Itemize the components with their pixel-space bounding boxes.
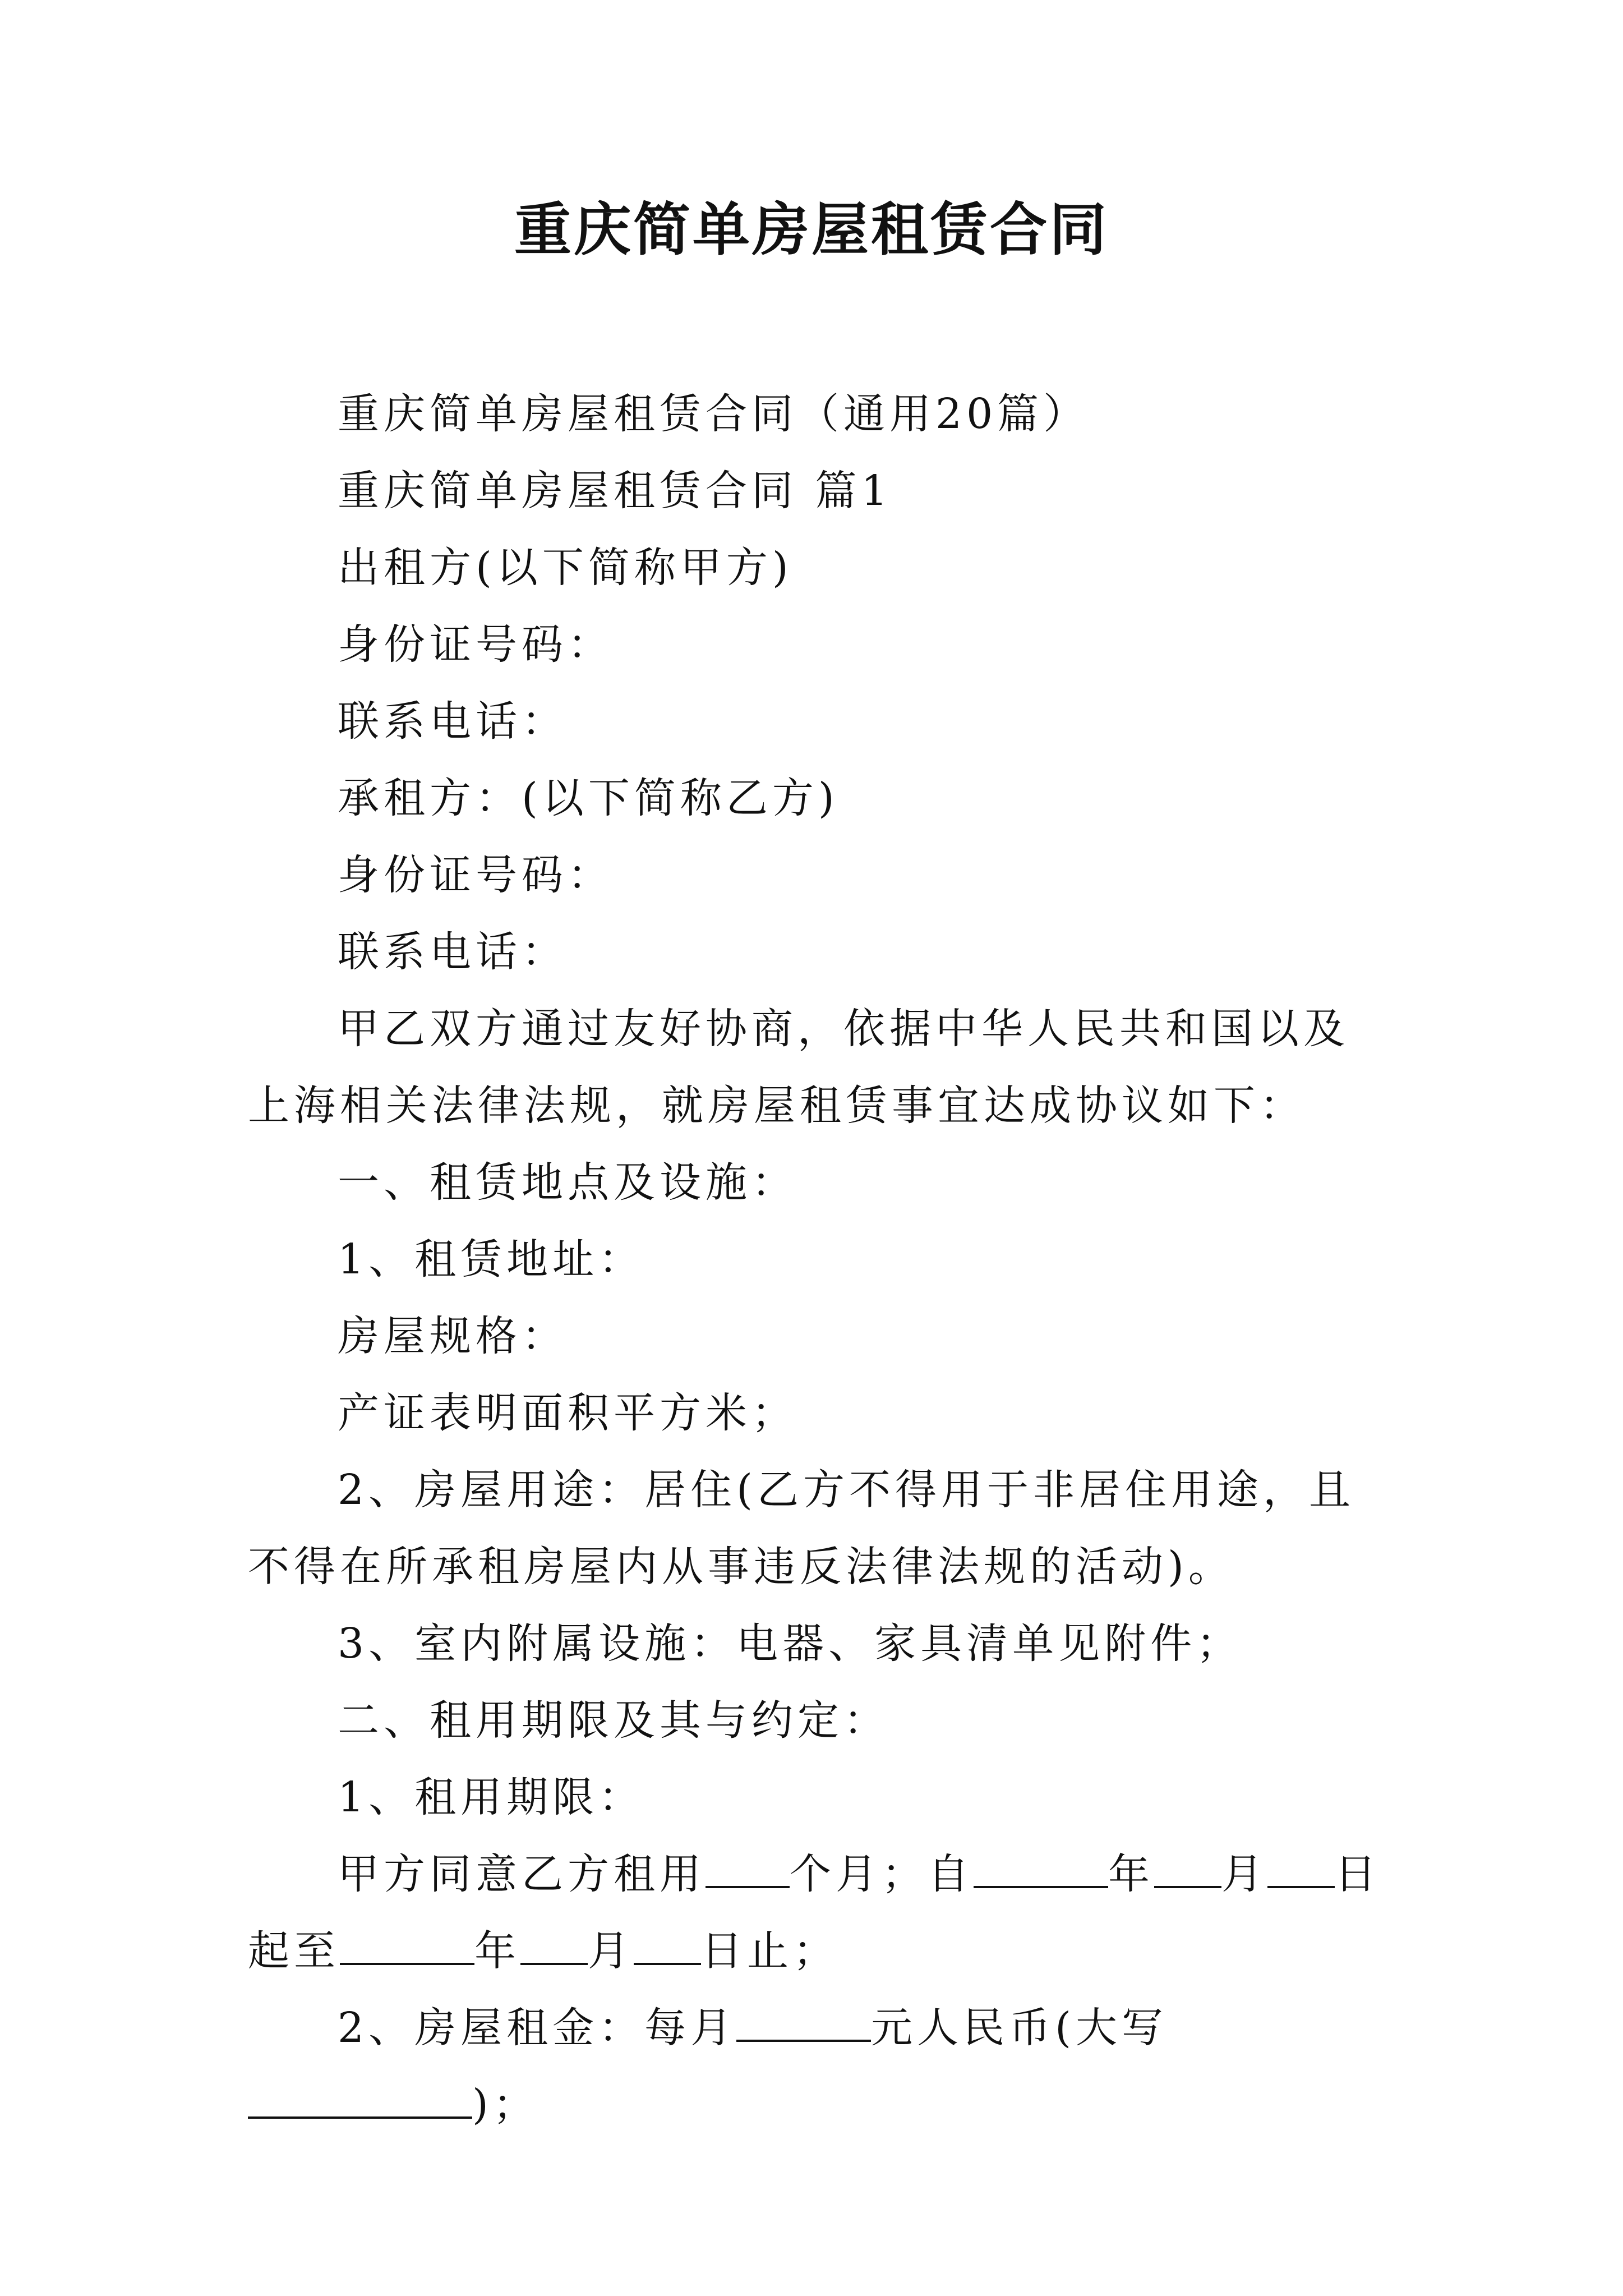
term-text: 月 — [588, 1927, 634, 1975]
paragraph: 一、租赁地点及设施： — [338, 1158, 797, 1207]
paragraph: 重庆简单房屋租赁合同（通用20篇） — [338, 390, 1090, 438]
blank-field — [340, 1929, 474, 1965]
paragraph: 房屋规格： — [338, 1312, 568, 1360]
blank-field — [520, 1929, 588, 1965]
paragraph: 联系电话： — [338, 928, 568, 976]
term-text: 年 — [1108, 1850, 1154, 1898]
rent-text: 元人民币(大写 — [871, 2004, 1168, 2052]
term-text: 个月；自 — [790, 1850, 974, 1898]
paragraph: 重庆简单房屋租赁合同 篇1 — [338, 467, 892, 515]
paragraph: 承租方：(以下简称乙方) — [338, 774, 839, 822]
paragraph: 2、房屋用途：居住(乙方不得用于非居住用途，且不得在所承租房屋内从事违反法律法规的活动)。 — [248, 1466, 1355, 1591]
blank-field — [634, 1929, 701, 1965]
blank-field — [248, 2083, 472, 2119]
blank-field — [974, 1852, 1108, 1888]
rent-paragraph — [248, 1990, 1382, 2143]
paragraph: 1、租用期限： — [338, 1773, 645, 1821]
blank-field — [736, 2006, 871, 2042]
paragraph: 甲乙双方通过友好协商，依据中华人民共和国以及上海相关法律法规，就房屋租赁事宜达成协议如下： — [248, 1005, 1349, 1130]
paragraph: 3、室内附属设施：电器、家具清单见附件； — [338, 1619, 1243, 1668]
term-text: 甲方同意乙方租用 — [338, 1850, 706, 1898]
paragraph: 出租方(以下简称甲方) — [338, 544, 793, 592]
blank-field — [1267, 1852, 1335, 1888]
document-body — [248, 376, 1382, 2143]
term-paragraph — [248, 1836, 1382, 1990]
term-text: 年 — [474, 1927, 520, 1975]
blank-field — [1154, 1852, 1221, 1888]
rent-text: )； — [472, 2081, 539, 2129]
paragraph: 产证表明面积平方米； — [338, 1389, 797, 1437]
document-title: 重庆简单房屋租赁合同 — [514, 196, 1109, 264]
term-text: 日止； — [701, 1927, 839, 1975]
paragraph: 1、租赁地址： — [338, 1235, 645, 1283]
rent-text: 2、房屋租金：每月 — [338, 2004, 737, 2052]
paragraph: 身份证号码： — [338, 620, 614, 669]
blank-field — [706, 1852, 790, 1888]
paragraph: 联系电话： — [338, 697, 568, 746]
paragraph: 二、租用期限及其与约定： — [338, 1696, 889, 1745]
paragraph: 身份证号码： — [338, 851, 614, 899]
term-text: 月 — [1221, 1850, 1267, 1898]
term-text: 日起至 — [248, 1850, 1381, 1975]
